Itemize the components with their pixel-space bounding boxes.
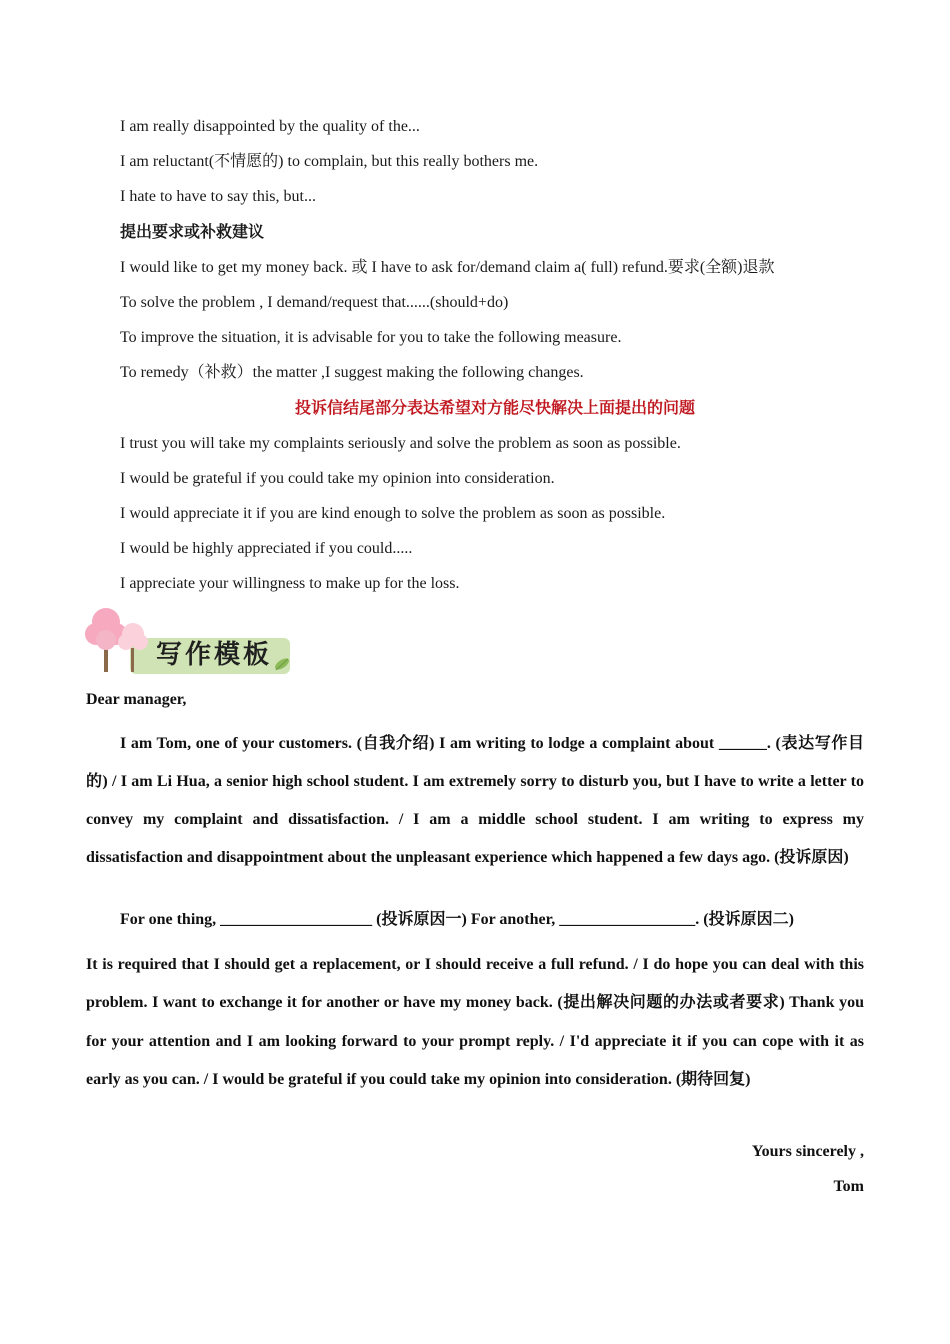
ending-section-heading: 投诉信结尾部分表达希望对方能尽快解决上面提出的问题	[294, 400, 695, 417]
ending-phrase-1: I trust you will take my complaints seriously and solve the problem as soon as possible.	[120, 435, 681, 452]
request-phrase-3: To improve the situation, it is advisable for you to take the following measure.	[120, 329, 622, 346]
letter-signature: Tom	[833, 1178, 864, 1195]
ending-phrase-4: I would be highly appreciated if you could.....	[120, 540, 413, 557]
letter-paragraph-requests	[86, 946, 864, 1099]
template-banner-label: 写作模板	[156, 640, 273, 670]
letter-paragraph-intro-text: I am Tom, one of your customers. (自我介绍) I am writing to lodge a complaint about ______. (表达写作目的) / I am Li Hua, a senior high school student. I am extremely sorry to disturb you, but I have to write a letter to convey my complaint and dissatisfaction. / I am a middle school student. I am writing to express my dissatisfaction and disappointment about the unpleasant experience which happened a few days ago. (投诉原因)	[86, 735, 864, 866]
request-section-heading: 提出要求或补救建议	[120, 224, 265, 241]
letter-closing-block	[86, 1134, 864, 1204]
ending-phrase-5: I appreciate your willingness to make up for the loss.	[120, 575, 460, 592]
request-phrase-4: To remedy（补救）the matter ,I suggest making the following changes.	[120, 364, 584, 381]
request-phrase-1: I would like to get my money back. 或 I have to ask for/demand claim a( full) refund.要求(全额)退款	[120, 259, 775, 276]
complaint-phrase-1: I am really disappointed by the quality of the...	[120, 118, 420, 135]
complaint-phrase-3: I hate to have to say this, but...	[120, 188, 316, 205]
letter-greeting: Dear manager,	[86, 691, 187, 708]
ending-phrase-2: I would be grateful if you could take my opinion into consideration.	[120, 470, 555, 487]
letter-paragraph-requests-text: It is required that I should get a replacement, or I should receive a full refund. / I do hope you can deal with this problem. I want to exchange it for another or have my money back. (提出解决问题的办法或者要求) Thank you for your attention and I am looking forward to your prompt reply. / I'd appreciate it if you can cope with it as early as you can. / I would be grateful if you could take my opinion into consideration. (期待回复)	[86, 956, 864, 1088]
request-phrase-2: To solve the problem , I demand/request that......(should+do)	[120, 294, 509, 311]
ending-phrase-3: I would appreciate it if you are kind enough to solve the problem as soon as possible.	[120, 505, 666, 522]
complaint-phrase-2: I am reluctant(不情愿的) to complain, but this really bothers me.	[120, 153, 539, 170]
letter-closing: Yours sincerely ,	[751, 1143, 864, 1160]
letter-paragraph-reasons: For one thing, ___________________ (投诉原因一) For another, _________________. (投诉原因二)	[120, 911, 794, 928]
letter-paragraph-intro	[86, 725, 864, 877]
